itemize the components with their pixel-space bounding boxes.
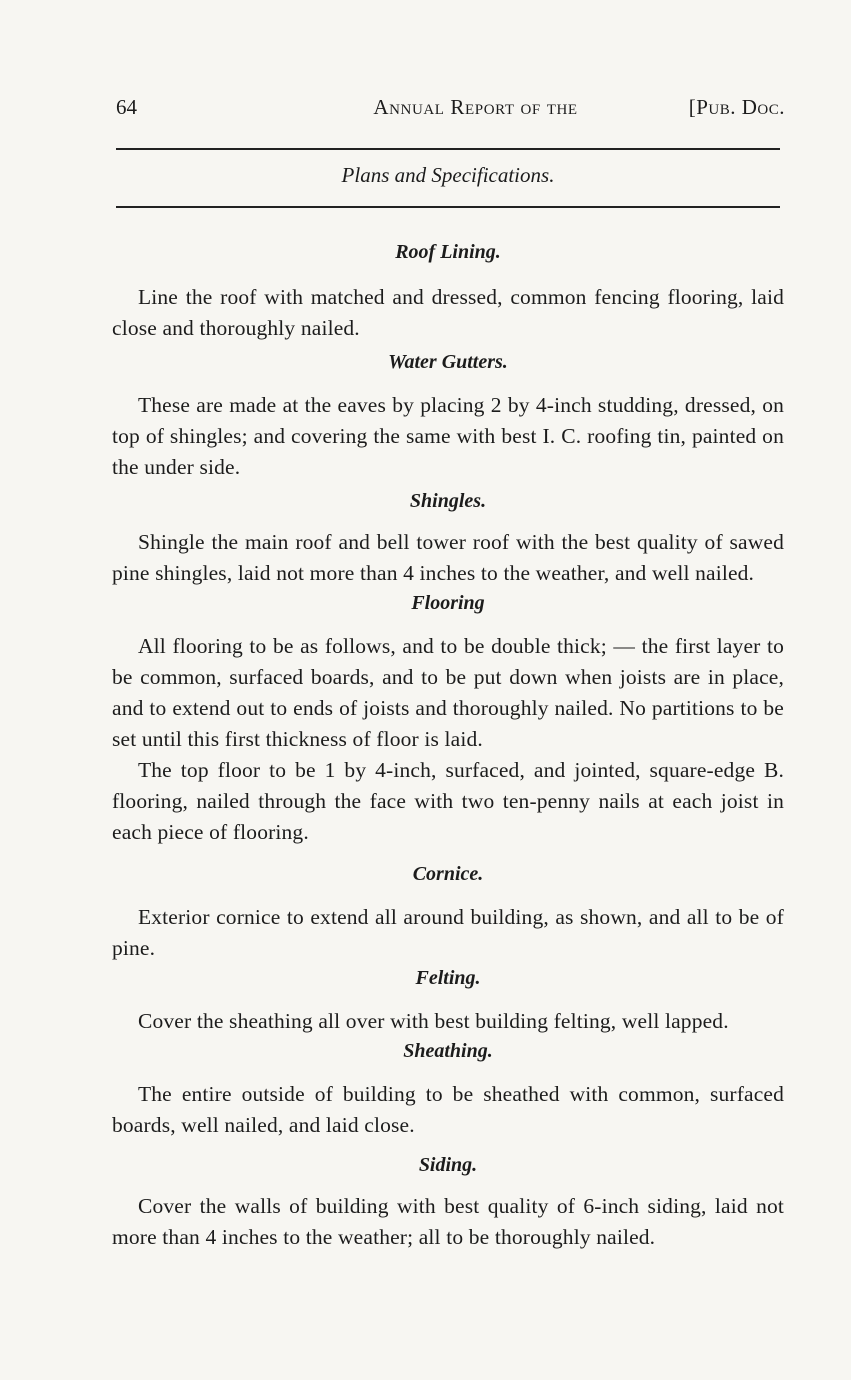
heading-shingles: Shingles. [409,490,487,512]
paragraph-flooring-top: The top floor to be 1 by 4-inch, surfaced, and jointed, square-edge B. flooring, nailed through the face with two ten-penny nails at each joist in each piece of flooring. [112,758,784,844]
paragraph-water-gutters: These are made at the eaves by placing 2 by 4-inch studding, dressed, on top of shingles; and covering the same with best I. C. roofing tin, painted on the under side. [112,393,784,479]
heading-cornice: Cornice. [412,863,484,885]
paragraph-sheathing: The entire outside of building to be sheathed with common, surfaced boards, well nailed, and laid close. [112,1082,784,1137]
header-rule-top [116,148,780,150]
heading-siding: Siding. [418,1154,478,1176]
running-head [116,92,785,122]
heading-water-gutters: Water Gutters. [388,351,508,373]
heading-felting: Felting. [415,967,481,989]
document-body [112,236,784,1253]
running-head-title: Annual Report of the [373,95,578,119]
heading-flooring: Flooring [411,592,485,614]
paragraph-shingles: Shingle the main roof and bell tower roof with the best quality of sawed pine shingles, laid not more than 4 inches to the weather, and well nailed. [112,530,784,585]
page-number: 64 [116,95,137,119]
header-rule-bottom [116,206,780,208]
paragraph-roof-lining: Line the roof with matched and dressed, common fencing flooring, laid close and thoroughly nailed. [112,285,784,340]
paragraph-siding: Cover the walls of building with best quality of 6-inch siding, laid not more than 4 inches to the weather; all to be thoroughly nailed. [112,1194,784,1249]
paragraph-felting: Cover the sheathing all over with best building felting, well lapped. [138,1009,729,1033]
heading-sheathing: Sheathing. [403,1040,493,1062]
section-title: Plans and Specifications. [341,163,555,187]
paragraph-flooring-first: All flooring to be as follows, and to be double thick; — the first layer to be common, surfaced boards, and to be put down when joists are in place, and to extend out to ends of joists and thoroughly nailed. No partitions to be set until this first thickness of floor is laid. [112,634,784,751]
document-reference: [Pub. Doc. [688,95,785,119]
paragraph-cornice: Exterior cornice to extend all around building, as shown, and all to be of pine. [112,905,784,960]
heading-roof-lining: Roof Lining. [395,241,501,263]
